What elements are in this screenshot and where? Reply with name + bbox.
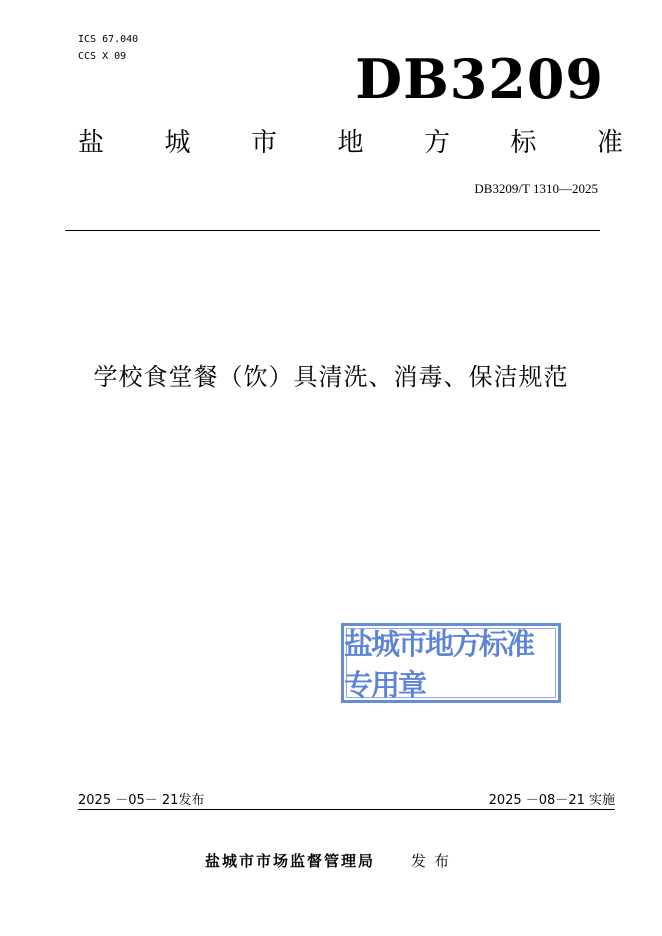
publisher-line xyxy=(0,851,662,871)
standard-type-char: 准 xyxy=(596,128,623,158)
issue-date: 2025 －05－ 21发布 xyxy=(78,793,205,808)
official-seal-stamp xyxy=(341,623,561,703)
standard-code-logo: DB3209 xyxy=(355,47,604,111)
implementation-date: 2025 －08－21 实施 xyxy=(488,793,615,808)
seal-text: 盐城市地方标准专用章 xyxy=(344,627,534,702)
bottom-divider xyxy=(78,809,615,810)
standard-type-title xyxy=(78,126,623,160)
ccs-code: CCS X 09 xyxy=(78,51,127,62)
publisher-action: 发布 xyxy=(411,852,458,870)
publisher-name: 盐城市市场监督管理局 xyxy=(204,852,375,870)
standard-type-char: 标 xyxy=(510,128,537,158)
standard-type-char: 市 xyxy=(250,128,277,158)
standard-type-char: 城 xyxy=(164,128,191,158)
top-divider xyxy=(65,230,600,231)
ics-code: ICS 67.040 xyxy=(78,34,139,45)
standard-number: DB3209/T 1310—2025 xyxy=(474,181,598,196)
standard-type-char: 盐 xyxy=(78,128,105,158)
standard-type-char: 方 xyxy=(423,128,450,158)
document-title: 学校食堂餐（饮）具清洗、消毒、保洁规范 xyxy=(93,363,569,391)
standard-type-char: 地 xyxy=(337,128,364,158)
